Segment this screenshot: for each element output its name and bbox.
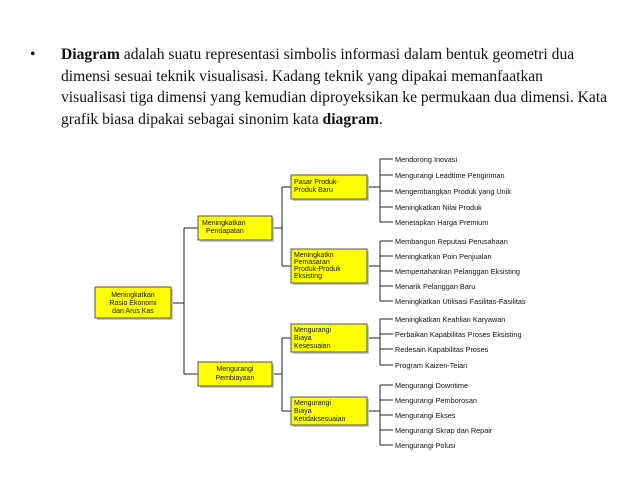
leaf-item: Mengurangi Polusi xyxy=(395,441,456,450)
root-line-3: dan Arus Kas xyxy=(112,308,154,315)
leaf-item: Mengurangi Ekses xyxy=(395,411,456,420)
term-diagram: Diagram xyxy=(61,46,120,63)
node-meningkatkan-pendapatan xyxy=(198,216,274,242)
l2a-line-2: Produk Baru xyxy=(294,187,333,194)
leaf-item: Mengurangi Skrap dan Repair xyxy=(395,426,493,435)
l2c-line-1: Mengurangi xyxy=(294,327,331,334)
leaf-item: Mengembangkan Produk yang Unik xyxy=(395,187,512,196)
node-biaya-ketidaksesuaian xyxy=(291,397,369,427)
l2b-line-2: Pemasaran xyxy=(294,259,330,266)
leaf-item: Menarik Pelanggan Baru xyxy=(395,282,476,291)
l2b-line-3: Produk-Produk xyxy=(294,266,341,273)
node-pemasaran-produk-eksisting xyxy=(291,249,369,285)
leaf-item: Mengurangi Pemborosan xyxy=(395,396,477,405)
l2c-line-3: Kesesuaian xyxy=(294,343,331,350)
leaf-item: Meningkatkan Keahlian Karyawan xyxy=(395,315,506,324)
l2b-line-4: Eksisting xyxy=(294,273,323,280)
leaf-item: Perbaikan Kapabilitas Proses Eksisting xyxy=(395,330,522,339)
leaf-item: Membangun Reputasi Perusahaan xyxy=(395,237,508,246)
leaf-labels xyxy=(395,155,526,450)
term-diagram-end: diagram xyxy=(322,110,379,128)
leaf-item: Mengurangi Leadtime Pengiriman xyxy=(395,171,505,180)
root-line-2: Rasio Ekonomi xyxy=(109,300,157,307)
l1b-line-2: Pembiayaan xyxy=(215,375,255,382)
l1a-line-1: Meningkatkan xyxy=(202,220,246,227)
bullet-marker: • xyxy=(30,46,36,63)
leaf-item: Meningkatkan Utilisasi Fasilitas-Fasilitas xyxy=(395,297,526,306)
l2d-line-2: Biaya xyxy=(294,408,312,415)
root-line-1: Meningkatkan xyxy=(111,292,155,299)
l2c-line-2: Biaya xyxy=(294,335,312,342)
leaf-item: Meningkatkan Poin Penjualan xyxy=(395,252,492,261)
l2a-line-1: Pasar Produk- xyxy=(294,179,339,186)
leaf-item: Menetapkan Harga Premium xyxy=(395,218,489,227)
leaf-item: Mempertahankan Pelanggan Eksisting xyxy=(395,267,520,276)
node-mengurangi-pembiayaan xyxy=(198,362,274,388)
leaf-item: Meningkatkan Nilai Produk xyxy=(395,203,482,212)
l1a-line-2: Pendapatan xyxy=(206,228,244,235)
leaf-item: Program Kaizen-Teian xyxy=(395,361,468,370)
l2d-line-1: Mengurangi xyxy=(294,400,331,407)
leaf-item: Mengurangi Downtime xyxy=(395,381,469,390)
l2d-line-3: Ketidaksesuaian xyxy=(294,416,346,423)
node-pasar-produk-baru xyxy=(291,175,369,201)
leaf-item: Redesain Kapabilitas Proses xyxy=(395,345,489,354)
period: . xyxy=(378,110,383,128)
l1b-line-1: Mengurangi xyxy=(216,366,254,373)
leaf-item: Mendorong Inovasi xyxy=(395,155,458,164)
definition-text: adalah suatu representasi simbolis informasi dalam bentuk geometri dua dimensi sesuai teknik visualisasi. Kadang teknik yang dipakai memanfaatkan visualisasi tiga dimensi yang kemudian diproyeksikan ke permukaan dua dimensi. Kata grafik biasa dipakai sebagai sinonim kata xyxy=(61,46,608,128)
l2b-line-1: Meningkatkn xyxy=(294,252,334,259)
node-biaya-kesesuaian xyxy=(291,324,369,354)
root-node xyxy=(95,287,173,320)
